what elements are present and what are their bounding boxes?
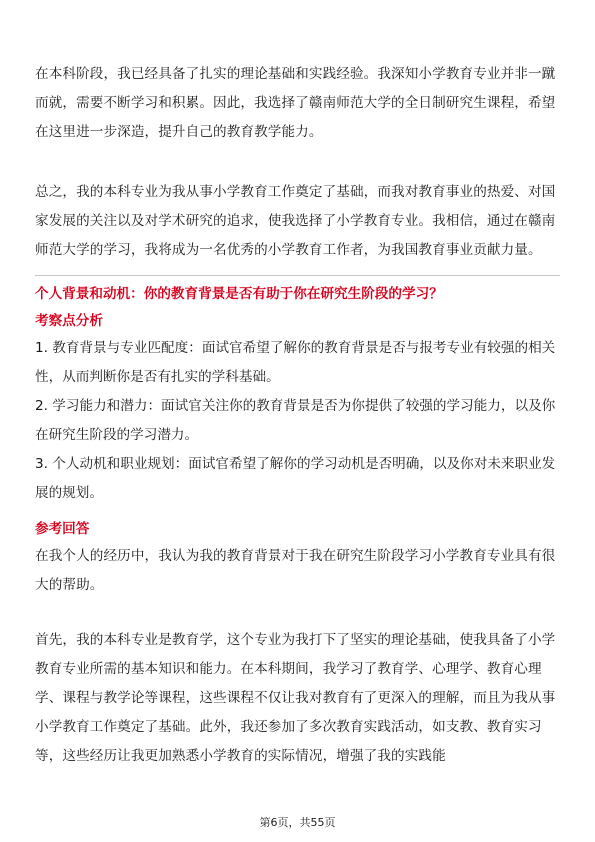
answer-paragraph: 在我个人的经历中，我认为我的教育背景对于我在研究生阶段学习小学教育专业具有很大的帮助。 — [35, 548, 556, 593]
question-title: 个人背景和动机：你的教育背景是否有助于你在研究生阶段的学习？ — [35, 286, 443, 302]
analysis-heading: 考察点分析 — [35, 313, 103, 329]
page-content — [35, 60, 560, 771]
analysis-item: 2. 学习能力和潜力：面试官关注你的教育背景是否为你提供了较强的学习能力，以及你在研究生阶段的学习潜力。 — [35, 398, 556, 443]
spacer — [35, 147, 560, 178]
paragraph: 在本科阶段，我已经具备了扎实的理论基础和实践经验。我深知小学教育专业并非一蹴而就，需要不断学习和积累。因此，我选择了赣南师范大学的全日制研究生课程，希望在这里进一步深造，提升自己的教育教学能力。 — [35, 66, 556, 140]
answer-paragraph: 首先，我的本科专业是教育学，这个专业为我打下了坚实的理论基础，使我具备了小学教育专业所需的基本知识和能力。在本科期间，我学习了教育学、心理学、教育心理学、课程与教学论等课程，这些课程不仅让我对教育有了更深入的理解，而且为我从事小学教育工作奠定了基础。此外，我还参加了多次教育实践活动，如支教、教育实习等，这些经历让我更加熟悉小学教育的实际情况，增强了我的实践能 — [35, 632, 556, 764]
paragraph: 总之，我的本科专业为我从事小学教育工作奠定了基础，而我对教育事业的热爱、对国家发展的关注以及对学术研究的追求，使我选择了小学教育专业。我相信，通过在赣南师范大学的学习，我将成为一名优秀的小学教育工作者，为我国教育事业贡献力量。 — [35, 184, 556, 258]
spacer — [35, 600, 560, 626]
analysis-item: 3. 个人动机和职业规划：面试官希望了解你的学习动机是否明确，以及你对未来职业发展的规划。 — [35, 456, 556, 501]
answer-heading: 参考回答 — [35, 521, 90, 537]
analysis-item: 1. 教育背景与专业匹配度：面试官希望了解你的教育背景是否与报考专业有较强的相关性，从而判断你是否有扎实的学科基础。 — [35, 340, 556, 385]
section-divider — [35, 275, 560, 276]
page-number: 第6页，共55页 — [259, 816, 336, 829]
